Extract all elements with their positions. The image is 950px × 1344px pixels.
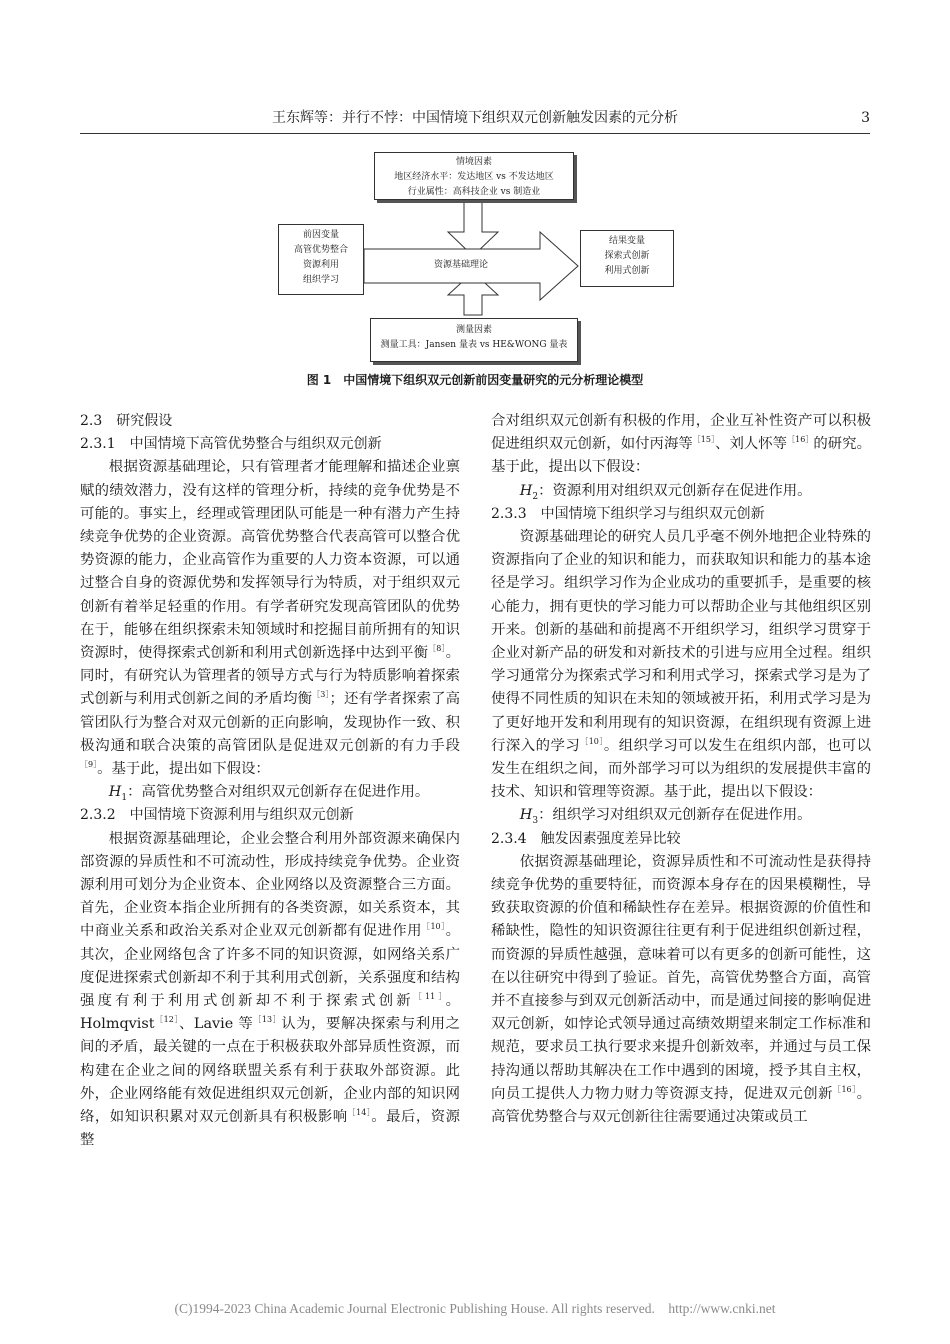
paragraph bbox=[80, 828, 460, 1153]
hypothesis-text: ：资源利用对组织双元创新存在促进作用。 bbox=[538, 482, 812, 499]
citation: ［3］ bbox=[312, 690, 330, 700]
antecedent-box-line: 高管优势整合 bbox=[293, 245, 348, 255]
theory-label: 资源基础理论 bbox=[434, 260, 489, 270]
text-run: 、刘人怀等 bbox=[715, 436, 788, 453]
text-run: 。其次，企业网络包含了许多不同的知识资源，如网络关系广度促进探索式创新却不利于其利用式创新，关系强度和结构强度有利于利用式创新却不利于探索式创新 bbox=[80, 923, 460, 1010]
text-run: 。组织学习可以发生在组织内部，也可以发生在组织之间，而外部学习可以为组织的发展提供丰富的技术、知识和管理等资源。基于此，提出以下假设： bbox=[491, 737, 871, 801]
page-number: 3 bbox=[861, 110, 870, 126]
text-run: 。基于此，提出如下假设： bbox=[97, 761, 270, 778]
section-heading: 2.3 研究假设 bbox=[80, 413, 173, 429]
hypothesis-h2 bbox=[491, 480, 871, 503]
figure-caption: 图 1 中国情境下组织双元创新前因变量研究的元分析理论模型 bbox=[306, 373, 644, 387]
citation: ［14］ bbox=[347, 1108, 372, 1118]
hypothesis-h3 bbox=[491, 804, 871, 827]
hypothesis-label: H bbox=[108, 784, 122, 801]
right-column bbox=[491, 410, 871, 1129]
text-run: 。Holmqvist bbox=[80, 993, 460, 1033]
outcome-box-line: 结果变量 bbox=[608, 236, 645, 246]
subsection-heading: 2.3.4 触发因素强度差异比较 bbox=[491, 830, 681, 847]
citation: ［8］ bbox=[428, 644, 446, 654]
citation: ［16］ bbox=[832, 1084, 857, 1094]
hypothesis-label: H bbox=[519, 807, 533, 824]
outcome-box-line: 探索式创新 bbox=[604, 251, 650, 261]
copyright-footer: (C)1994-2023 China Academic Journal Electronic Publishing House. All rights reserved. http://www.cnki.net bbox=[174, 1301, 776, 1316]
text-run: 依据资源基础理论，资源异质性和不可流动性是获得持续竞争优势的重要特征，而资源本身存在的因果模糊性，导致获取资源的价值和稀缺性存在差异。根据资源的价值性和稀缺性，隐性的知识资源往往更有利于促进组织创新过程，而资源的异质性越强，意味着可以有更多的创新可能性，这在以往研究中得到了验证。首先，高管优势整合方面，高管并不直接参与到双元创新活动中，而是通过间接的影响促进双元创新，如悖论式领导通过高绩效期望来制定工作标准和规范，要求员工执行要求来提升创新效率，并通过与员工保持沟通以帮助其解决在工作中遇到的困境，授予其自主权，向员工提供人力物力财力等资源支持，促进双元创新 bbox=[491, 853, 871, 1102]
outcome-box-line: 利用式创新 bbox=[604, 266, 650, 276]
citation: ［11］ bbox=[413, 992, 446, 1002]
text-run: 资源基础理论的研究人员几乎毫不例外地把企业特殊的资源指向了企业的知识和能力，而获取知识和能力的基本途径是学习。组织学习作为企业成功的重要抓手，是重要的核心能力，拥有更快的学习能力可以帮助企业与其他组织区别开来。创新的基础和前提离不开组织学习，组织学习贯穿于企业对新产品的研发和对新技术的引进与应用全过程。组织学习通常分为探索式学习和利用式学习，探索式学习是为了使得不同性质的知识在未知的领域被开拓，利用式学习是为了更好地开发和利用现有的知识资源，在组织现有资源上进行深入的学习 bbox=[491, 529, 871, 754]
text-run: 。最后，资源整 bbox=[80, 1109, 460, 1149]
hypothesis-index: 3 bbox=[532, 816, 539, 827]
context-factors-box bbox=[374, 152, 574, 200]
outcome-variables-box bbox=[580, 230, 674, 287]
text-run: 。同时，有研究认为管理者的领导方式与行为特质影响着探索式创新与利用式创新之间的矛盾均衡 bbox=[80, 645, 460, 708]
antecedent-box-line: 前因变量 bbox=[302, 230, 339, 240]
hypothesis-text: ：组织学习对组织双元创新存在促进作用。 bbox=[538, 807, 812, 824]
antecedent-variables-box bbox=[278, 224, 364, 295]
measurement-factors-box bbox=[370, 318, 578, 362]
citation: ［10］ bbox=[580, 736, 604, 746]
paragraph bbox=[491, 410, 871, 480]
text-run: ；还有学者探索了高管团队行为整合对双元创新的正向影响，发现协作一致、积极沟通和联合决策的高管团队是促进双元创新的有力手段 bbox=[80, 691, 460, 754]
theory-model-diagram bbox=[0, 0, 950, 390]
citation: ［9］ bbox=[80, 760, 98, 770]
hypothesis-text: ：高管优势整合对组织双元创新存在促进作用。 bbox=[127, 784, 430, 801]
antecedent-box-line: 资源利用 bbox=[302, 260, 339, 270]
text-run: 合对组织双元创新有积极的作用，企业互补性资产可以积极促进组织双元创新，如付丙海等 bbox=[491, 413, 871, 453]
citation: ［15］ bbox=[692, 435, 716, 445]
subsection-heading: 2.3.2 中国情境下资源利用与组织双元创新 bbox=[80, 807, 354, 824]
hypothesis-index: 1 bbox=[121, 793, 128, 804]
subsection-heading: 2.3.1 中国情境下高管优势整合与组织双元创新 bbox=[80, 436, 382, 453]
hypothesis-h1 bbox=[80, 781, 460, 804]
context-box-line: 行业属性：高科技企业 vs 制造业 bbox=[407, 187, 541, 197]
text-run: 根据资源基础理论，只有管理者才能理解和描述企业禀赋的绩效潜力，没有这样的管理分析，持续的竞争优势是不可能的。事实上，经理或管理团队可能是一种有潜力产生持续竞争优势的企业资源。高管优势整合代表高管可以整合优势资源的能力，企业高管作为重要的人力资本资源，可以通过整合自身的资源优势和发挥领导行为特质，对于组织双元创新有着举足轻重的作用。有学者研究发现高管团队的优势在于，能够在组织探索未知领域时和挖掘目前所拥有的知识资源时，使得探索式创新和利用式创新选择中达到平衡 bbox=[80, 459, 460, 662]
running-header-title: 王东辉等：并行不悖：中国情境下组织双元创新触发因素的元分析 bbox=[272, 110, 678, 126]
measurement-box-line: 测量因素 bbox=[455, 325, 492, 335]
paragraph bbox=[80, 456, 460, 781]
paragraph bbox=[491, 526, 871, 804]
paragraph bbox=[491, 851, 871, 1129]
text-run: 根据资源基础理论，企业会整合利用外部资源来确保内部资源的异质性和不可流动性，形成持续竞争优势。企业资源利用可划分为企业资本、企业网络以及资源整合三方面。首先，企业资本指企业所拥有的各类资源，如关系资本，其中商业关系和政治关系对企业双元创新都有促进作用 bbox=[80, 830, 460, 940]
hypothesis-label: H bbox=[519, 482, 533, 499]
context-box-line: 地区经济水平：发达地区 vs 不发达地区 bbox=[394, 172, 554, 182]
left-column bbox=[80, 410, 460, 1153]
citation: ［16］ bbox=[787, 435, 814, 445]
down-arrow bbox=[448, 194, 498, 256]
citation: ［10］ bbox=[421, 922, 446, 932]
hypothesis-index: 2 bbox=[532, 491, 539, 502]
text-run: 的研究。基于此，提出以下假设： bbox=[491, 436, 871, 476]
text-run: 、Lavie 等 bbox=[178, 1016, 254, 1033]
citation: ［12］ bbox=[154, 1015, 179, 1025]
text-run: 。高管优势整合与双元创新往往需要通过决策或员工 bbox=[491, 1085, 871, 1126]
citation: ［13］ bbox=[253, 1015, 282, 1025]
context-box-line: 情境因素 bbox=[455, 157, 492, 167]
measurement-box-line: 测量工具：Jansen 量表 vs HE&WONG 量表 bbox=[380, 340, 568, 350]
antecedent-box-line: 组织学习 bbox=[302, 275, 339, 285]
text-run: 认为，要解决探索与利用之间的矛盾，最关键的一点在于积极获取外部异质性资源，而构建在企业之间的网络联盟关系有利于获取外部资源。此外，企业网络能有效促进组织双元创新，企业内部的知识网络，如知识积累对双元创新具有积极影响 bbox=[80, 1016, 460, 1126]
subsection-heading: 2.3.3 中国情境下组织学习与组织双元创新 bbox=[491, 505, 765, 522]
